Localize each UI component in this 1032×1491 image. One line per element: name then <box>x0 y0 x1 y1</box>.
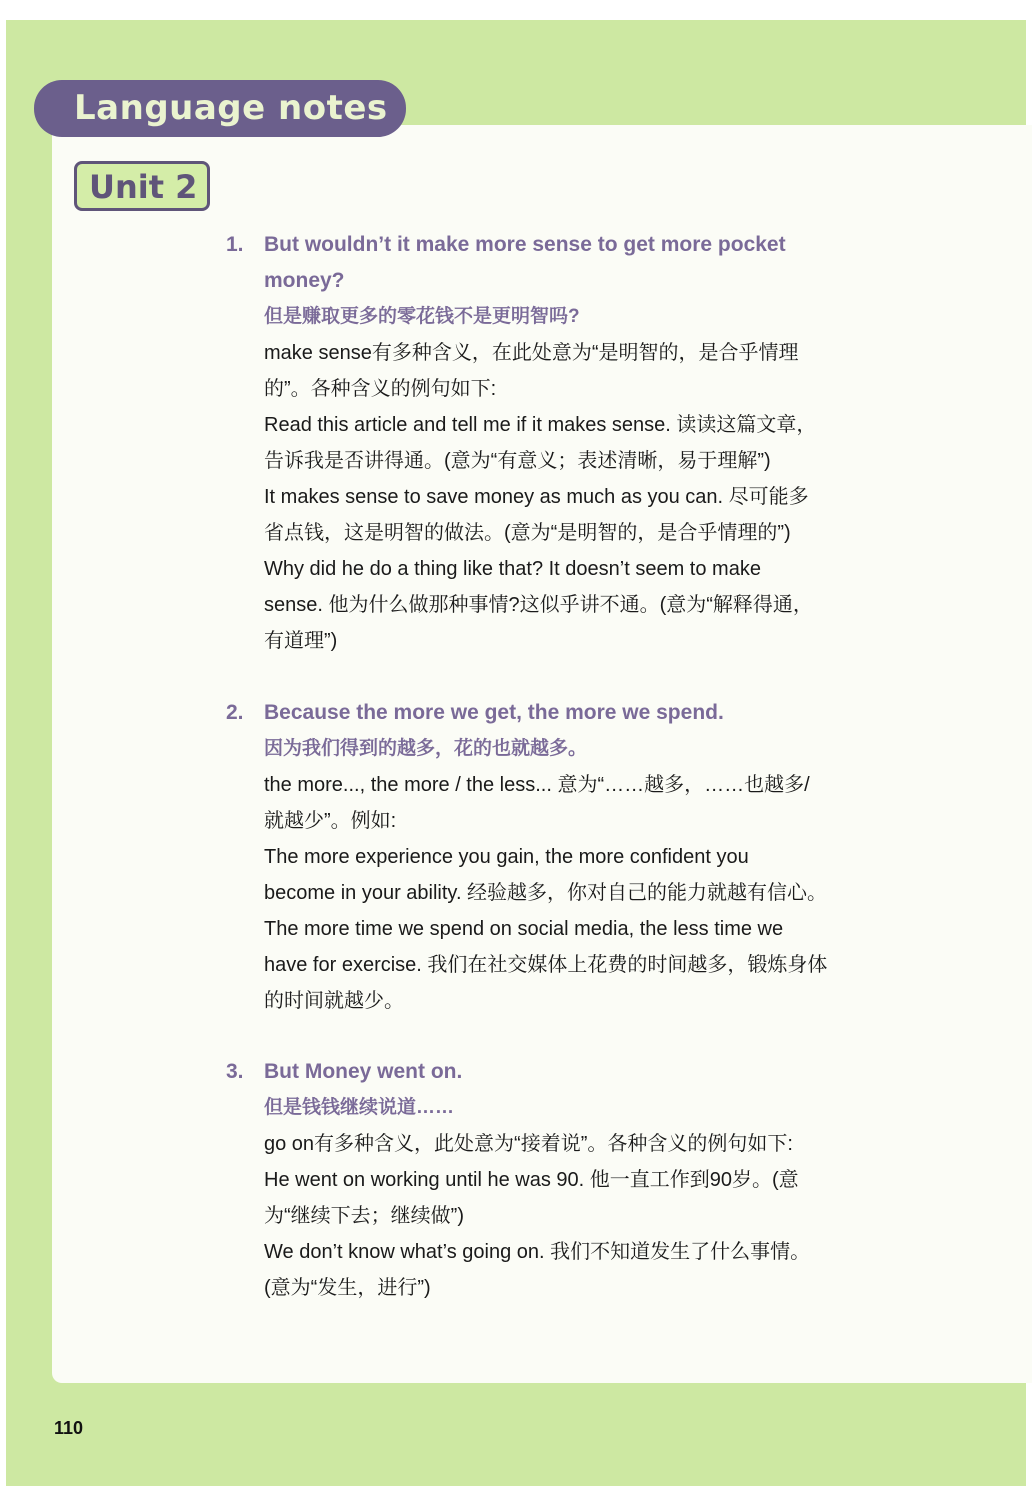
note-text: He went on working until he was 90. 他一直工作到90岁。(意 <box>264 1169 799 1191</box>
note-heading-cn: 但是钱钱继续说道…… <box>264 1097 455 1118</box>
note-1 <box>226 227 886 659</box>
note-text: make sense有多种含义，在此处意为“是明智的，是合乎情理 <box>264 342 799 364</box>
note-text: 就越少”。例如: <box>264 810 397 832</box>
note-text: become in your ability. 经验越多，你对自己的能力就越有信心。 <box>264 882 828 904</box>
note-text: 告诉我是否讲得通。(意为“有意义；表述清晰，易于理解”) <box>264 450 771 472</box>
note-text: go on有多种含义，此处意为“接着说”。各种含义的例句如下: <box>264 1133 793 1155</box>
note-text: (意为“发生，进行”) <box>264 1277 431 1299</box>
note-text: the more..., the more / the less... 意为“……越多，……也越多/ <box>264 774 810 796</box>
note-text: Read this article and tell me if it makes sense. 读读这篇文章， <box>264 414 817 436</box>
note-text: The more time we spend on social media, the less time we <box>264 918 784 940</box>
note-heading-en: Because the more we get, the more we spend. <box>264 701 724 724</box>
note-text: Why did he do a thing like that? It doesn’t seem to make <box>264 558 761 580</box>
note-text: It makes sense to save money as much as you can. 尽可能多 <box>264 486 809 508</box>
note-text: 省点钱，这是明智的做法。(意为“是明智的，是合乎情理的”) <box>264 522 791 544</box>
note-heading-en: But Money went on. <box>264 1060 463 1083</box>
note-2 <box>226 695 886 1019</box>
note-heading-cn: 但是赚取更多的零花钱不是更明智吗? <box>264 306 580 327</box>
note-heading-cn: 因为我们得到的越多，花的也就越多。 <box>264 738 588 759</box>
section-banner <box>34 80 406 137</box>
note-number: 1. <box>226 233 244 256</box>
note-text: 的时间就越少。 <box>264 990 404 1012</box>
note-text: have for exercise. 我们在社交媒体上花费的时间越多，锻炼身体 <box>264 954 828 976</box>
note-text: 有道理”) <box>264 630 338 652</box>
note-text: 为“继续下去；继续做”) <box>264 1205 464 1227</box>
unit-label-box <box>74 161 210 211</box>
note-text: sense. 他为什么做那种事情?这似乎讲不通。(意为“解释得通， <box>264 594 813 616</box>
note-text: We don’t know what’s going on. 我们不知道发生了什么事情。 <box>264 1241 811 1263</box>
note-number: 2. <box>226 701 244 724</box>
note-text: The more experience you gain, the more confident you <box>264 846 749 868</box>
note-heading-en: But wouldn’t it make more sense to get more pocket <box>264 233 786 256</box>
page-number: 110 <box>54 1418 84 1438</box>
note-3 <box>226 1054 886 1306</box>
note-heading-en: money? <box>264 269 345 292</box>
note-text: 的”。各种含义的例句如下: <box>264 378 497 400</box>
note-number: 3. <box>226 1060 244 1083</box>
unit-title: Unit 2 <box>89 168 198 206</box>
section-title: Language notes <box>74 88 388 128</box>
